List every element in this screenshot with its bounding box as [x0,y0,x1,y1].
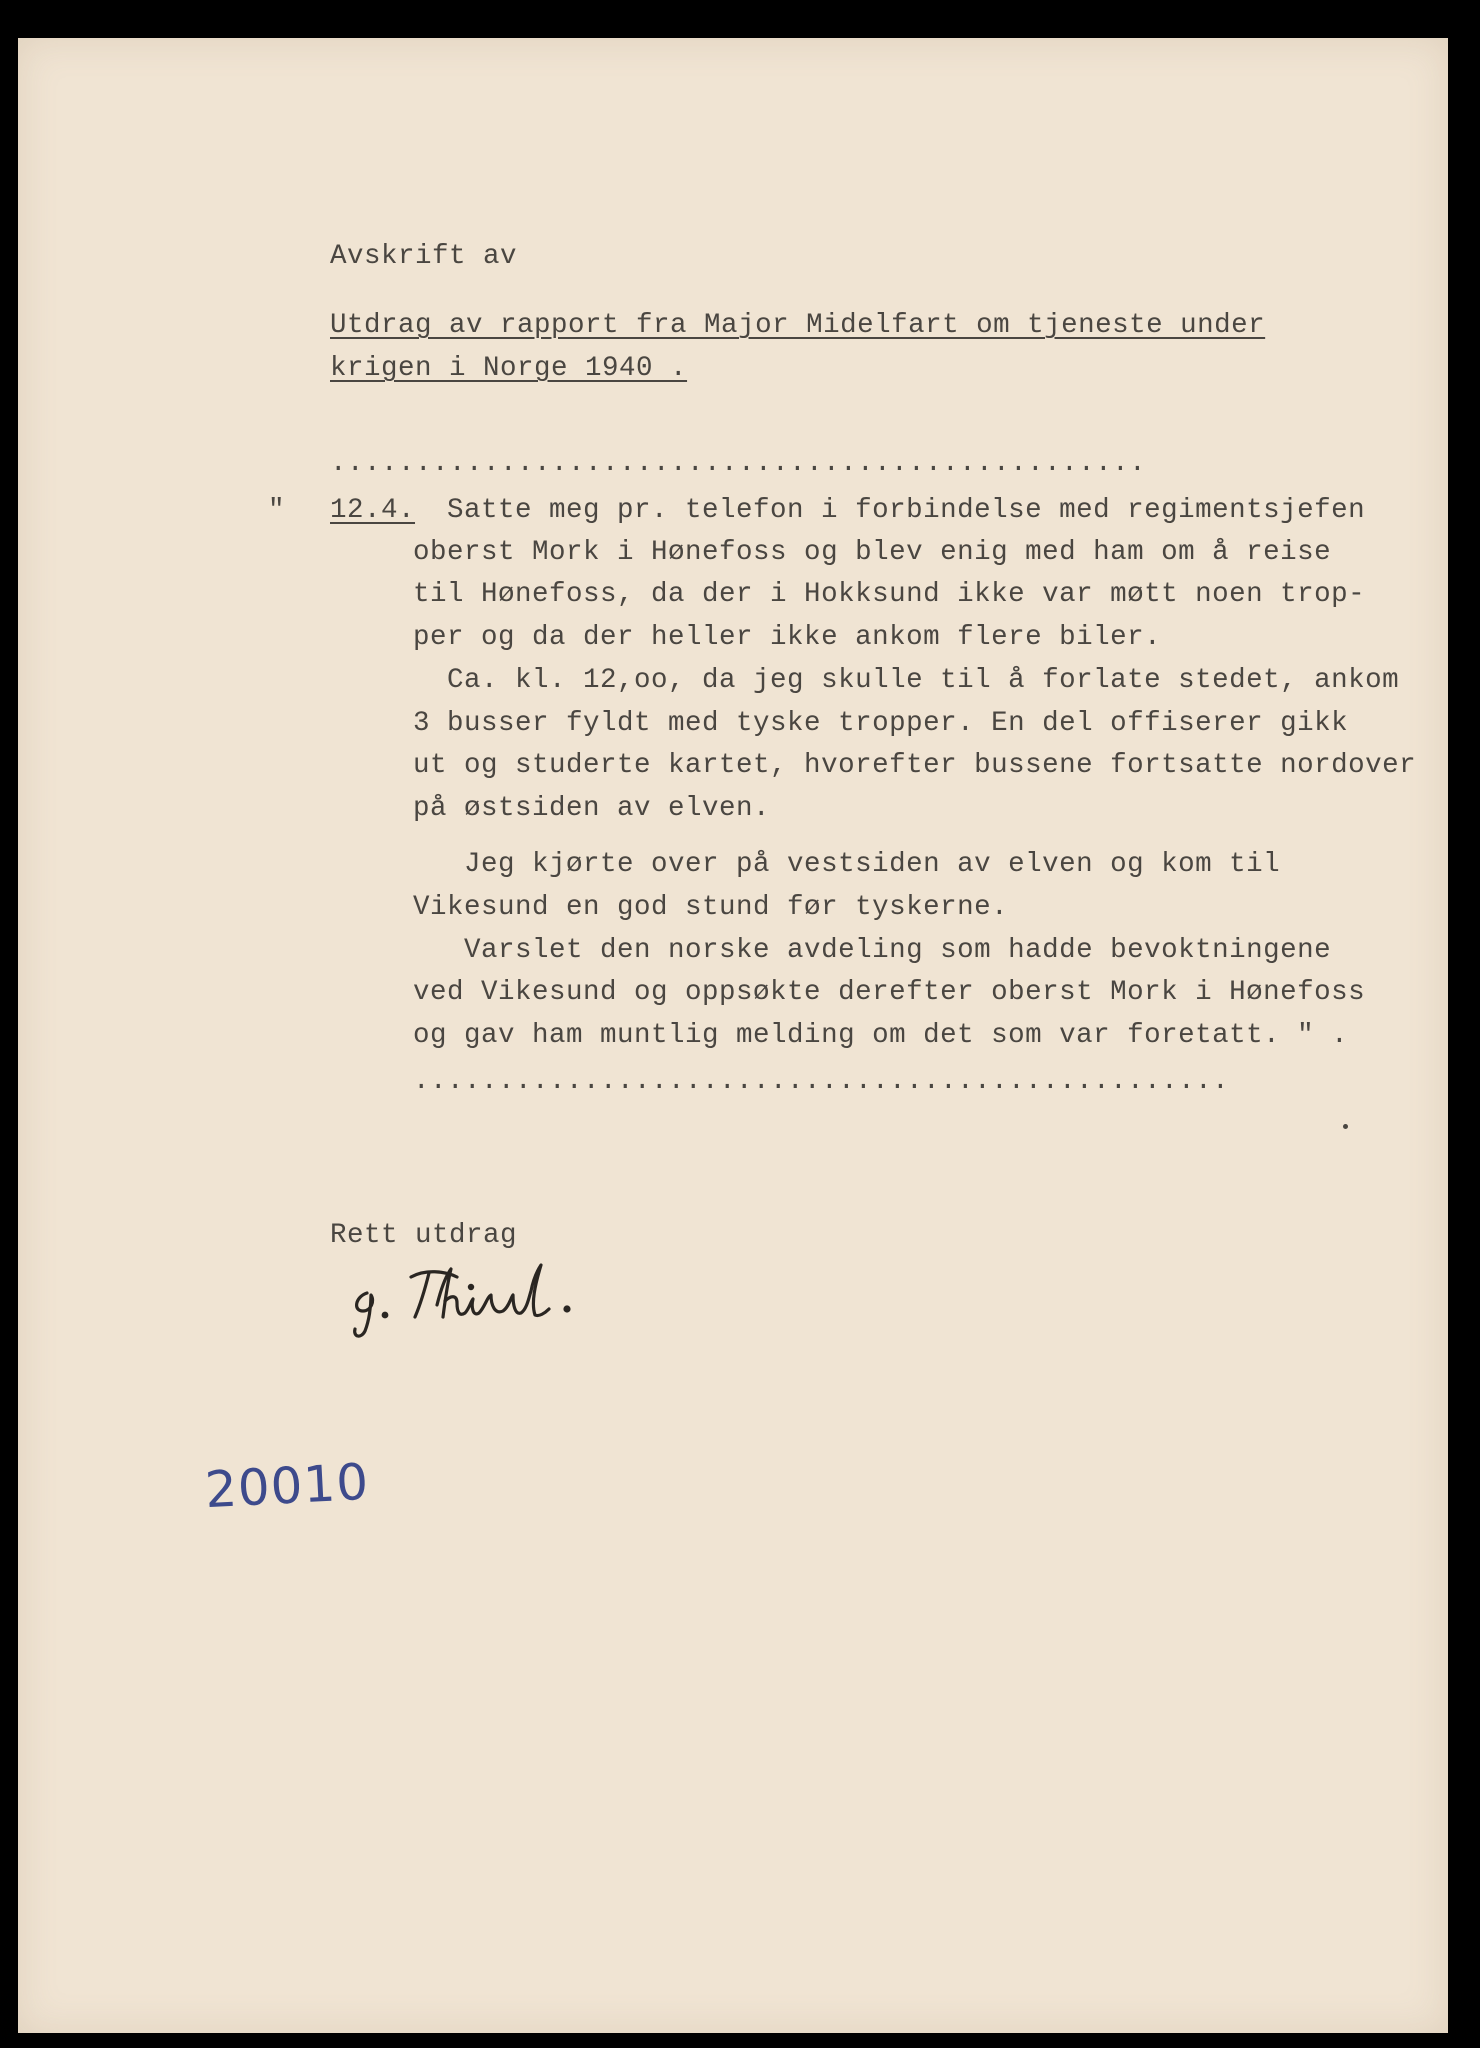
open-quote: " [268,495,286,526]
document-title-line-2: krigen i Norge 1940 . [330,353,688,384]
archive-number: 20010 [203,1452,371,1520]
body-line-10: Vikesund en god stund før tyskerne. [413,892,1009,923]
separator-top: ................................................ [330,450,1147,478]
body-line-6: 3 busser fyldt med tyske tropper. En del offiserer gikk [413,708,1349,739]
ink-speck [1343,1124,1348,1129]
body-line-8: på østsiden av elven. [413,793,771,824]
body-line-11: Varslet den norske avdeling som hadde bevoktningene [413,935,1332,966]
body-line-1: Satte meg pr. telefon i forbindelse med regimentsjefen [447,495,1366,526]
entry-date: 12.4. [330,495,416,526]
body-line-13: og gav ham muntlig melding om det som var foretatt. " . [413,1020,1349,1051]
signature-text: J. Thiruud. [345,1255,352,1256]
body-line-4: per og da der heller ikke ankom flere biler. [413,622,1162,653]
document-title-line-1: Utdrag av rapport fra Major Midelfart om tjeneste under [330,310,1266,341]
document-heading: Avskrift av [330,241,518,272]
body-line-5: Ca. kl. 12,oo, da jeg skulle til å forlate stedet, ankom [413,665,1400,696]
signature [345,1255,605,1345]
body-line-3: til Hønefoss, da der i Hokksund ikke var møtt noen trop- [413,579,1366,610]
separator-bottom: ................................................ [413,1068,1230,1096]
body-line-9: Jeg kjørte over på vestsiden av elven og kom til [413,849,1281,880]
body-line-12: ved Vikesund og oppsøkte derefter oberst Mork i Hønefoss [413,977,1366,1008]
closing-text: Rett utdrag [330,1220,518,1251]
body-line-7: ut og studerte kartet, hvorefter bussene fortsatte nordover [413,750,1417,781]
body-line-2: oberst Mork i Hønefoss og blev enig med ham om å reise [413,537,1332,568]
